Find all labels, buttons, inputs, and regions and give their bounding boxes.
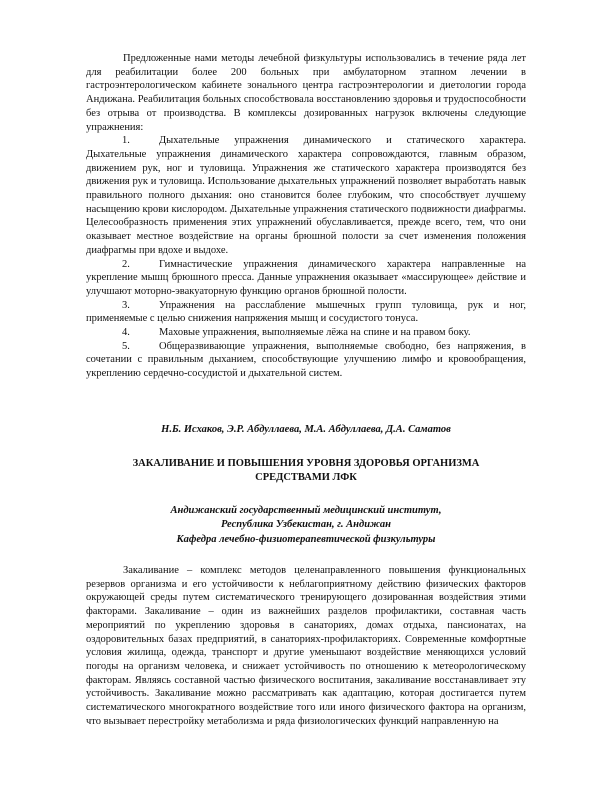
article-title	[86, 457, 526, 485]
list-item	[86, 134, 526, 257]
list-item-number: 2.	[122, 258, 130, 270]
list-item-number: 3.	[122, 299, 130, 311]
list-item-text: Общеразвивающие упражнения, выполняемые свободно, без напряжения, в сочетании с правильным дыханием, способствующие улучшению лимфо и кровообращения, укреплению сердечно-сосудистой и дыхательной систем.	[86, 340, 526, 380]
list-item-text: Упражнения на расслабление мышечных групп туловища, рук и ног, применяемые с целью снижения напряжения мышц и сосудистого тонуса.	[86, 299, 526, 325]
list-item	[86, 340, 526, 381]
list-item-number: 4.	[122, 327, 130, 339]
list-item-number: 5.	[122, 340, 130, 352]
affiliation-institute: Андижанский государственный медицинский институт,	[170, 504, 442, 516]
list-item-text: Дыхательные упражнения динамического и статического характера. Дыхательные упражнения динамического характера сопровождаются, главным образом, движением рук, ног и туловища. Упражнения же статического характера производятся без движения рук и туловища. Использование дыхательных упражнений позволяет выработать навык правильного полного дыхания: оно становится более глубоким, что способствует лучшему насыщению крови кислородом. Дыхательные упражнения статического подвижности диафрагмы. Целесообразность применения этих упражнений обуславливается, прежде всего, тем, что они оказывает местное воздействие на органы брюшной полости за счет изменения положения диафрагмы при вдохе и выдохе.	[86, 135, 526, 256]
exercise-list	[86, 134, 526, 381]
list-item-text: Маховые упражнения, выполняемые лёжа на спине и на правом боку.	[159, 327, 471, 339]
article-affiliation	[86, 504, 526, 548]
list-item	[86, 299, 526, 326]
article-authors: Н.Б. Исхаков, Э.Р. Абдуллаева, М.А. Абдуллаева, Д.А. Саматов	[161, 423, 451, 435]
affiliation-location: Республика Узбекистан, г. Андижан	[221, 519, 391, 531]
article-title-line: СРЕДСТВАМИ ЛФК	[255, 471, 357, 483]
list-item-number: 1.	[122, 135, 130, 147]
list-item	[86, 326, 526, 340]
affiliation-department: Кафедра лечебно-физиотерапевтической физкультуры	[176, 533, 436, 545]
list-item	[86, 258, 526, 299]
list-item-text: Гимнастические упражнения динамического характера направленные на укрепление мышц брюшного пресса. Данные упражнения оказывает «массирующее» действие и улучшают моторно-эвакуаторную функцию органов брюшной полости.	[86, 258, 526, 297]
article-body-paragraph: Закаливание – комплекс методов целенаправленного повышения функциональных резервов организма и его устойчивости к неблагоприятному действию физических факторов окружающей среды путем систематического тренирующего дозированная воздействия этими факторами. Закаливание – один из важнейших разделов профилактики, составная часть мероприятий по укреплению здоровья в санаториях, домах отдыха, пансионатах, на оздоровительных базах предприятий, в санаториях-профилакториях. Современные комфортные условия жилища, одежда, транспорт и другие уменьшают воздействие меняющихся условий погоды на организм человека, и снижает устойчивость по отношению к метеорологическому факторам. Являясь составной частью физического воспитания, закаливание восстанавливает эту устойчивость. Закаливание можно рассматривать как адаптацию, которая достигается путем систематического многократного воздействие того или иного физического фактора на организм, что вызывает перестройку метаболизма и ряда физиологических функций направленную на	[86, 565, 526, 727]
intro-paragraph: Предложенные нами методы лечебной физкультуры использовались в течение ряда лет для реабилитации более 200 больных при амбулаторном этапном лечении в гастроэнтерологическом кабинете зонального центра гастроэнтерологии и диетологии города Андижана. Реабилитация больных способствовала восстановлению здоровья и трудоспособности без отрыва от производства. В комплексы дозированных нагрузок включены следующие упражнения:	[86, 53, 526, 133]
article-title-line: ЗАКАЛИВАНИЕ И ПОВЫШЕНИЯ УРОВНЯ ЗДОРОВЬЯ ОРГАНИЗМА	[132, 457, 480, 469]
document-page	[86, 52, 526, 729]
